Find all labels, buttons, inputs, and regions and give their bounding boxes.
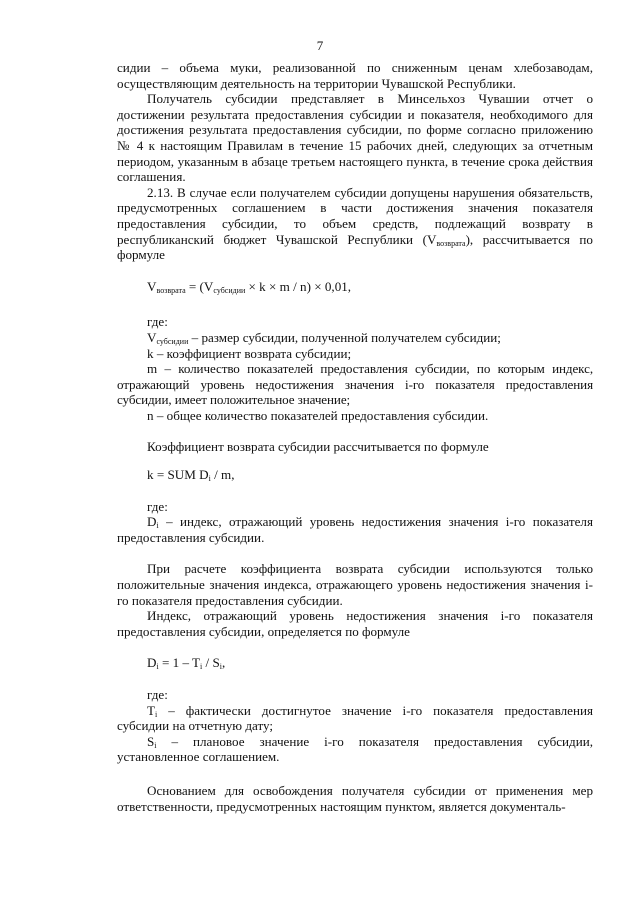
formula-part: , <box>221 655 226 671</box>
definition-s <box>117 734 593 765</box>
formula-symbol: T <box>147 702 155 718</box>
formula-symbol: D <box>147 655 157 671</box>
paragraph-2: Получатель субсидии представляет в Минсельхоз Чувашии отчет о достижении результата предоставления субсидии и показателя, необходимого для достижения результата предоставления субсидии, по форме согласно приложению № 4 к настоящим Правилам в течение 15 рабочих дней, следующих за отчетным периодом, указанным в абзаце третьем настоящего пункта, в течение срока действия соглашения. <box>117 91 593 185</box>
definition-v-subsidy <box>117 330 593 346</box>
paragraph-2-13-tail: ), рассчитывается по формуле <box>117 231 593 263</box>
formula-index <box>117 655 593 671</box>
subscript: i <box>156 662 159 672</box>
definition-d <box>117 514 593 545</box>
formula-symbol: S <box>147 733 155 749</box>
formula-coefficient <box>117 467 593 483</box>
definition-m: m – количество показателей предоставления субсидии, по которым индекс, отражающий уровень недостижения значения i-го показателя предоставления субсидии, имеет положительное значение; <box>117 361 593 408</box>
where-label-1: где: <box>147 314 168 330</box>
formula-part: = 1 – T <box>158 655 201 671</box>
formula-symbol: V <box>147 329 157 345</box>
definition-text: – фактически достигнутое значение i-го показателя предоставления субсидии на отчетную дату; <box>117 702 593 734</box>
definition-n: n – общее количество показателей предоставления субсидии. <box>147 407 489 423</box>
definition-text: – индекс, отражающий уровень недостижения значения i-го показателя предоставления субсидии. <box>117 514 593 545</box>
subscript: i <box>154 740 157 750</box>
subscript: возврата <box>156 285 186 295</box>
subscript: i <box>208 474 211 484</box>
paragraph-1: сидии – объема муки, реализованной по сниженным ценам хлебозаводам, осуществляющим деятельность на территории Чувашской Республики. <box>117 60 593 91</box>
formula-symbol: D <box>147 514 157 530</box>
definition-k: k – коэффициент возврата субсидии; <box>147 345 352 361</box>
subscript: i <box>155 709 158 719</box>
definition-t <box>117 703 593 734</box>
paragraph-index-definition: Индекс, отражающий уровень недостижения значения i-го показателя предоставления субсидии, определяется по формуле <box>117 608 593 639</box>
formula-part: = (V <box>185 278 214 294</box>
coefficient-intro: Коэффициент возврата субсидии рассчитывается по формуле <box>147 439 489 455</box>
paragraph-2-13-text: 2.13. В случае если получателем субсидии допущены нарушения обязательств, предусмотренных соглашением в части достижения значения показателя предоставления субсидии, то объем средств, подлежащий возврату в республиканский бюджет Чувашской Республики (V <box>117 184 593 247</box>
where-label-2: где: <box>147 498 168 514</box>
page-number: 7 <box>316 38 324 53</box>
subscript: i <box>219 662 222 672</box>
formula-part: k = SUM D <box>147 467 209 483</box>
paragraph-2-13 <box>117 185 593 263</box>
paragraph-basis: Основанием для освобождения получателя субсидии от применения мер ответственности, предусмотренных настоящим пунктом, является документаль- <box>117 782 593 814</box>
formula-part: / m, <box>210 467 235 483</box>
paragraph-positive-values: При расчете коэффициента возврата субсидии используются только положительные значения индекса, отражающего уровень недостижения значения i-го показателя предоставления субсидии. <box>117 561 593 608</box>
formula-part: / S <box>202 655 220 671</box>
subscript: i <box>200 662 203 672</box>
subscript: субсидии <box>213 285 246 295</box>
formula-symbol: V <box>147 278 157 294</box>
definition-text: – плановое значение i-го показателя предоставления субсидии, установленное соглашением. <box>117 733 593 765</box>
subscript: субсидии <box>156 336 189 346</box>
formula-part: × k × m / n) × 0,01, <box>245 278 352 294</box>
subscript: i <box>156 521 159 531</box>
subscript: возврата <box>436 238 466 248</box>
formula-refund <box>117 279 593 295</box>
document-body <box>117 60 593 814</box>
where-label-3: где: <box>147 687 168 702</box>
definition-text: – размер субсидии, полученной получателем субсидии; <box>188 329 501 345</box>
